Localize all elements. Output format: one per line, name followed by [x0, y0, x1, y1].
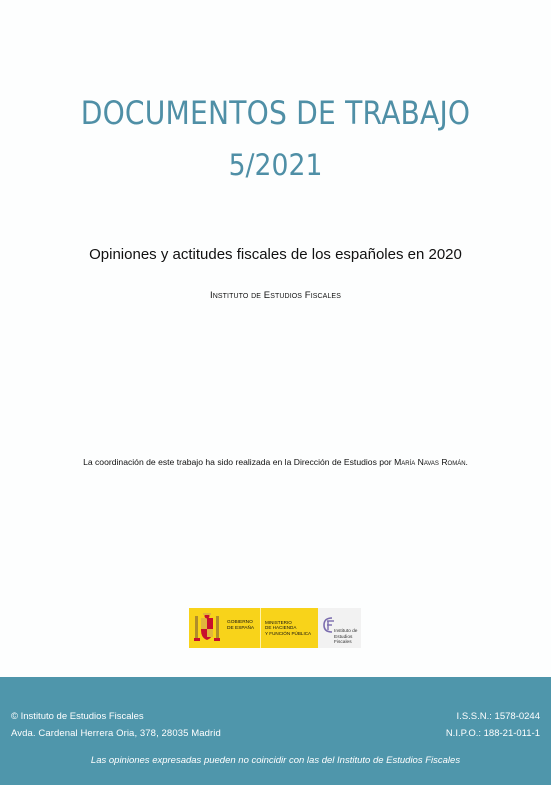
coordination-note: [0, 457, 551, 467]
footer-copyright: © Instituto de Estudios Fiscales: [11, 711, 144, 722]
ief-text: Instituto de Estudios Fiscales: [334, 629, 358, 646]
document-title: Opiniones y actitudes fiscales de los españoles en 2020: [89, 246, 462, 263]
coordination-author: María Navas Román: [394, 457, 466, 467]
logo-divider: [260, 608, 261, 648]
series-number: 5/2021: [228, 148, 323, 182]
footer-issn: I.S.S.N.: 1578-0244: [456, 711, 540, 722]
government-text: GOBIERNO DE ESPAÑA: [227, 620, 255, 631]
coordination-suffix: .: [465, 457, 468, 467]
series-title: DOCUMENTOS DE TRABAJO: [80, 94, 471, 132]
government-logo: [189, 608, 318, 648]
institutional-logos: [189, 608, 361, 648]
coordination-prefix: La coordinación de este trabajo ha sido realizada en la Dirección de Estudios por: [83, 457, 395, 467]
coat-of-arms-icon: [193, 612, 221, 644]
footer-nipo: N.I.P.O.: 188-21-011-1: [445, 728, 540, 739]
ief-logo: [318, 608, 361, 648]
footer: [0, 677, 551, 785]
footer-address: Avda. Cardenal Herrera Oria, 378, 28035 Madrid: [11, 728, 221, 739]
ministry-text: MINISTERIO DE HACIENDA Y FUNCIÓN PÚBLICA: [265, 620, 312, 636]
institute-name: Instituto de Estudios Fiscales: [210, 290, 341, 301]
ief-mark-icon: [321, 616, 335, 634]
footer-disclaimer: Las opiniones expresadas pueden no coincidir con las del Instituto de Estudios Fiscales: [90, 755, 461, 766]
